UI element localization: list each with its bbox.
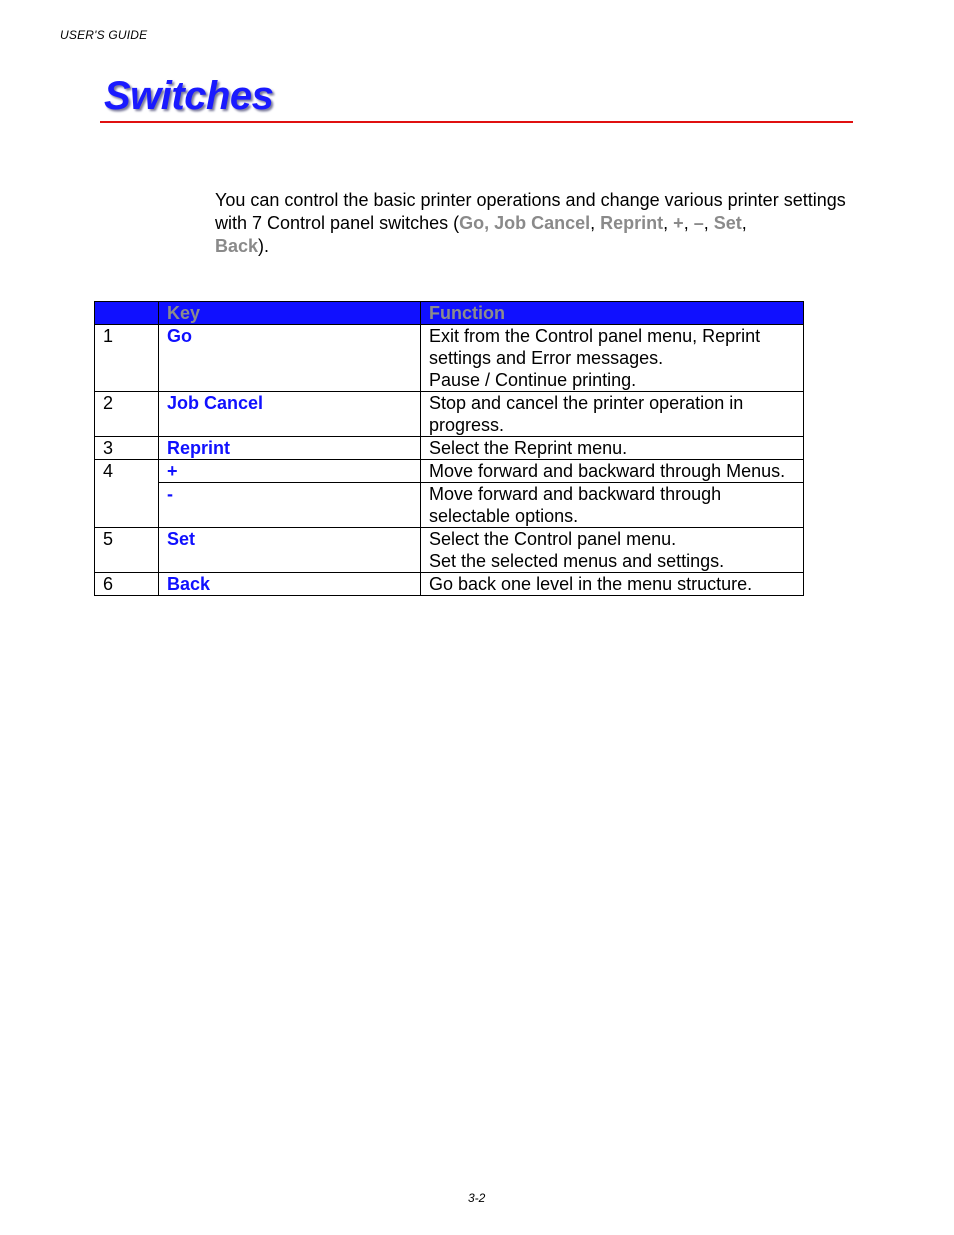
key-function [421,437,804,460]
table-row [95,460,804,483]
row-number: 2 [95,392,159,437]
key-name: Go [159,325,421,392]
intro-key-set: Set [713,213,742,233]
key-name: Reprint [159,437,421,460]
key-name: - [159,483,421,528]
running-header: USER'S GUIDE [60,28,148,42]
table-row [95,573,804,596]
header-num [95,302,159,325]
key-function [421,392,804,437]
table-row [95,437,804,460]
key-function [421,460,804,483]
key-name: Set [159,528,421,573]
header-key: Key [159,302,421,325]
row-number: 6 [95,573,159,596]
intro-key-back: Back [215,236,259,256]
function-line: Select the Reprint menu. [429,438,628,458]
function-line: Exit from the Control panel menu, Reprint settings and Error messages. [429,326,761,368]
table-row [95,483,804,528]
row-number: 3 [95,437,159,460]
key-name: + [159,460,421,483]
key-function [421,573,804,596]
key-function [421,528,804,573]
function-line: Move forward and backward through selectable options. [429,484,722,526]
intro-sep: , [663,213,674,233]
page-number: 3-2 [468,1191,486,1205]
intro-sep: , [590,213,601,233]
function-line: Go back one level in the menu structure. [429,574,753,594]
table-row [95,392,804,437]
intro-key-minus: – [693,213,704,233]
header-function: Function [421,302,804,325]
function-line: Select the Control panel menu. [429,529,677,549]
table-header-row [95,302,804,325]
table-row [95,528,804,573]
intro-sep: , [703,213,714,233]
intro-key-go-jobcancel: Go, Job Cancel [459,213,591,233]
intro-sep: , [683,213,694,233]
key-function [421,483,804,528]
function-line: Stop and cancel the printer operation in progress. [429,393,744,435]
key-name: Job Cancel [159,392,421,437]
table-row [95,325,804,392]
title-underline [100,121,853,123]
switches-table [94,301,804,596]
page-title: Switches [104,74,274,118]
intro-key-reprint: Reprint [600,213,664,233]
intro-sep: , [741,213,747,233]
row-number: 1 [95,325,159,392]
intro-paragraph [215,189,855,258]
intro-text-suffix: ). [258,236,270,256]
intro-text-prefix: You can control the basic printer operations and change various printer settings with 7 Control panel switches ( [215,190,846,233]
key-name: Back [159,573,421,596]
row-number: 4 [95,460,159,528]
function-line: Move forward and backward through Menus. [429,461,786,481]
function-line: Set the selected menus and settings. [429,551,725,571]
intro-key-plus: + [673,213,684,233]
row-number: 5 [95,528,159,573]
function-line: Pause / Continue printing. [429,370,637,390]
key-function [421,325,804,392]
